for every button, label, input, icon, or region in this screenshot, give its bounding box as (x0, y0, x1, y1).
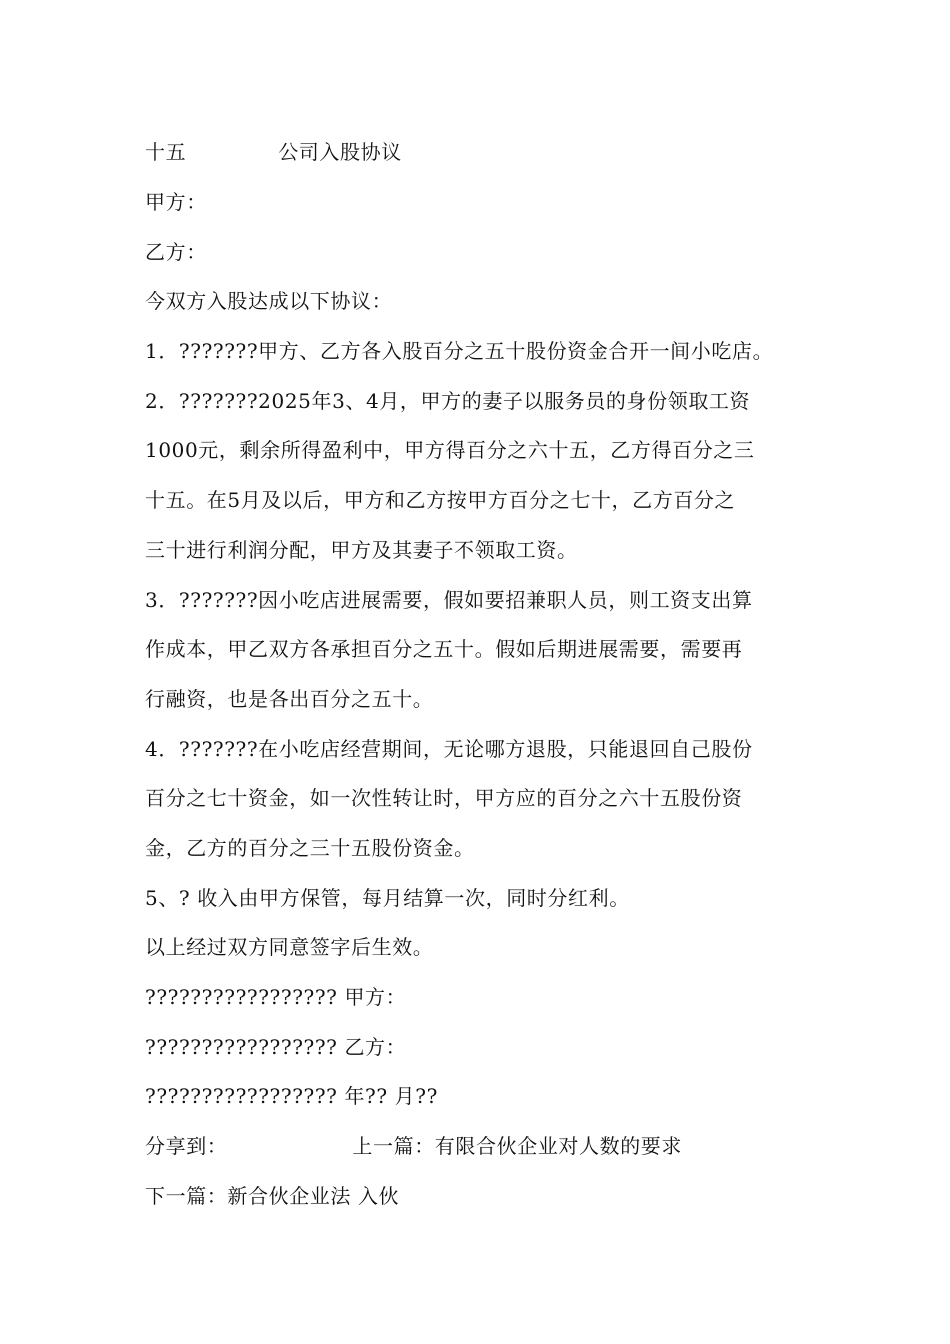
clause-4-line-1: 4．???????在小吃店经营期间，无论哪方退股，只能退回自己股份 (145, 737, 753, 761)
clause-3-line-3: 行融资，也是各出百分之五十。 (145, 687, 434, 711)
clause-3-line-2: 作成本，甲乙双方各承担百分之五十。假如后期进展需要，需要再 (145, 637, 743, 661)
intro-line: 今双方入股达成以下协议： (145, 289, 393, 313)
prev-article-link[interactable]: 上一篇：有限合伙企业对人数的要求 (352, 1134, 683, 1158)
clause-3-line-1: 3．???????因小吃店进展需要，假如要招兼职人员，则工资支出算 (145, 588, 753, 612)
doc-title (145, 137, 815, 167)
share-label: 分享到： (145, 1134, 228, 1158)
clause-2-line-2: 1000元，剩余所得盈利中，甲方得百分之六十五，乙方得百分之三 (145, 438, 755, 462)
next-article-link[interactable]: 下一篇：新合伙企业法 入伙 (145, 1184, 400, 1208)
signature-party-a: ????????????????? 甲方： (145, 985, 407, 1009)
title-number: 十五 (145, 140, 187, 164)
clause-1-line-1: 1．???????甲方、乙方各入股百分之五十股份资金合开一间小吃店。 (145, 339, 774, 363)
signature-date: ????????????????? 年?? 月?? (145, 1084, 438, 1108)
clause-4-line-2: 百分之七十资金，如一次性转让时，甲方应的百分之六十五股份资 (145, 786, 743, 810)
closing-line: 以上经过双方同意签字后生效。 (145, 935, 434, 959)
clause-4-line-3: 金，乙方的百分之三十五股份资金。 (145, 836, 475, 860)
clause-2-line-1: 2．???????2025年3、4月，甲方的妻子以服务员的身份领取工资 (145, 389, 751, 413)
title-text: 公司入股协议 (278, 140, 402, 164)
clause-2-line-3: 十五。在5月及以后，甲方和乙方按甲方百分之七十，乙方百分之 (145, 488, 736, 512)
signature-party-b: ????????????????? 乙方： (145, 1035, 407, 1059)
clause-5-line-1: 5、? 收入由甲方保管，每月结算一次，同时分红利。 (145, 886, 630, 910)
party-b-line: 乙方： (145, 240, 207, 264)
clause-2-line-4: 三十进行利润分配，甲方及其妻子不领取工资。 (145, 538, 578, 562)
party-a-line: 甲方： (145, 190, 207, 214)
share-row (145, 1131, 815, 1161)
